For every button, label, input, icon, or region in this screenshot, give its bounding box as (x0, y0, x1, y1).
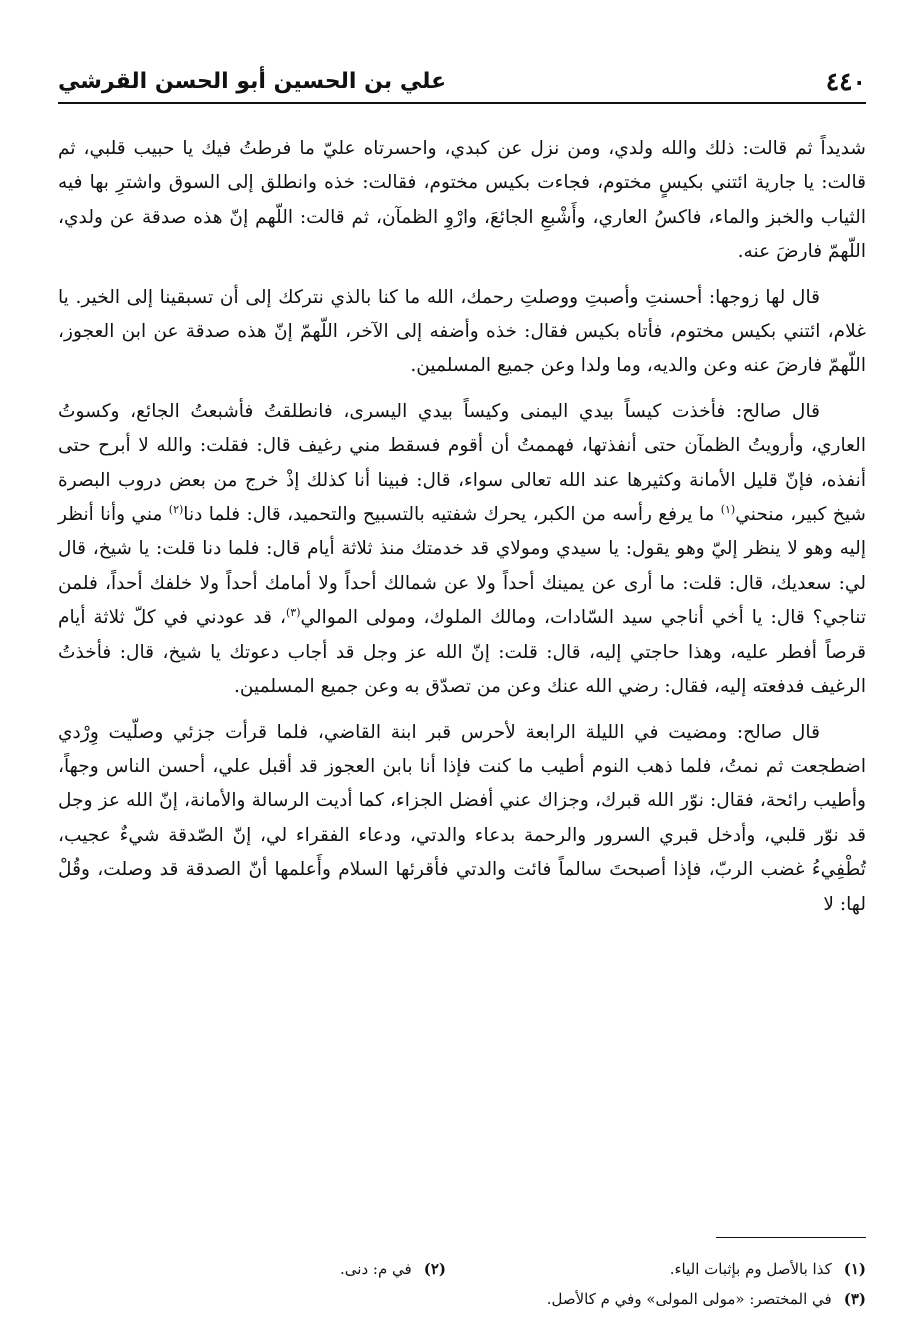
paragraph-text: مني وأنا أنظر إليه وهو لا ينظر إليّ وهو يقول: يا سيدي ومولاي قد خدمتك منذ ثلاثة أيام قال: فلما دنا قلت: يا شيخ، قال لي: سعديك، قال: قلت: ما أرى عن يمينك أحداً ولا عن شمالك أحداً ولا أمامك أحداً ولا خلفك أحداً، فلمن تناجي؟ قال: يا أخي أناجي سيد السّادات، ومالك الملوك، ومولى الموالي (58, 504, 866, 629)
paragraph-4 (58, 716, 866, 922)
footnote-text: في المختصر: «مولى المولى» وفي م كالأصل. (546, 1290, 832, 1308)
footnote-ref-1[interactable]: (١) (720, 502, 736, 516)
paragraph-2 (58, 281, 866, 384)
footnote-3 (547, 1284, 866, 1314)
footnote-text: في م: دنى. (340, 1260, 412, 1278)
footnote-ref-2[interactable]: (٢) (168, 502, 184, 516)
footnote-divider (716, 1237, 866, 1238)
footnote-2 (340, 1254, 446, 1284)
paragraph-text: ما يرفع رأسه من الكبر، يحرك شفتيه بالتسبيح والتحميد، قال: فلما دنا (183, 504, 721, 526)
paragraph-text: قال صالح: فأخذت كيساً بيدي اليمنى وكيساً بيدي اليسرى، فانطلقتُ فأشبعتُ الجائع، وكسوتُ العاري، وأرويتُ الظمآن حتى أنفذتها، فهممتُ أن أقوم فسقط مني رغيف قال: فقلت: والله لا أبرح حتى أنفذه، فإنّ قليل الأمانة وكثيرها عند الله تعالى سواء، قال: فبينا أنا كذلك إذْ خرج من بعض دروب البصرة شيخ كبير، منحني (58, 400, 867, 526)
paragraph-text: قال صالح: ومضيت في الليلة الرابعة لأحرس قبر ابنة القاضي، فلما قرأت جزئي وصلّيت وِرْدي اضطجعت ثم نمتُ، فلما ذهب النوم أطيب ما كنت فإذا أنا بابن العجوز قد أقبل علي، أحسن الناس وجهاً، وأطيب رائحة، فقال: نوّر الله قبرك، وجزاك عني أفضل الجزاء، كما أديت الرسالة والأمانة، إنّ الله عز وجل قد نوّر قلبي، وأدخل قبري السرور والرحمة بدعاء والدتي، ودعاء الفقراء لي، إنّ الصّدقة شيءٌ عجيب، تُطْفِيءُ غضب الربّ، فإذا أصبحتَ سالماً فائت والدتي فأقرئها السلام وأَعلمها أنّ الصدقة قد وصلت، وقُلْ لها: لا (58, 721, 866, 915)
paragraph-text: شديداً ثم قالت: ذلك والله ولدي، ومن نزل عن كبدي، واحسرتاه عليّ ما فرطتُ فيك يا حبيب قلبي، ثم قالت: يا جارية ائتني بكيسٍ مختوم، فجاءت بكيس مختوم، فقالت: خذه وانطلق إلى السوق واشترِ بها فيه الثياب والخبز والماء، فاكسُ العاري، وأَشْبعِ الجائعَ، وارْوِ الظمآن، ثم قالت: اللّهم إنّ هذه صدقة عن ولدي، اللّهمّ فارضَ عنه. (58, 138, 866, 263)
paragraph-text: قال لها زوجها: أحسنتِ وأصبتِ ووصلتِ رحمك، الله ما كنا بالذي نتركك إلى أن تسبقينا إلى الخير. يا غلام، ائتني بكيس مختوم، فأتاه بكيس فقال: خذه وأضفه إلى الآخر، اللّهمّ إنّ هذه صدقة عن ابن العجوز، اللّهمّ فارضَ عنه وعن والديه، وما ولدا وعن جميع المسلمين. (58, 286, 866, 377)
footnote-row (58, 1284, 866, 1314)
footnote-text: كذا بالأصل وم بإثبات الياء. (669, 1260, 832, 1278)
paragraph-1 (58, 132, 866, 270)
footnote-1 (446, 1254, 866, 1284)
footnotes (58, 1254, 866, 1314)
main-text (58, 132, 866, 922)
footnote-number: (٣) (843, 1290, 866, 1308)
footnote-row (58, 1254, 866, 1284)
footnote-number: (٢) (423, 1260, 446, 1278)
footnote-ref-3[interactable]: (٣) (285, 606, 301, 620)
page-number: ٤٤٠ (825, 66, 866, 96)
paragraph-text: ، قد عودني في كلّ ثلاثة أيام قرصاً أفطر عليه، وهذا حاجتي إليه، قال: قلت: إنّ الله عز وجل قد أجاب دعوتك يا شيخ، قال: فأخذتُ الرغيف فدفعته إليه، فقال: رضي الله عنك وعن من تصدّق به وعن جميع المسلمين. (58, 607, 866, 698)
page-header (58, 60, 866, 104)
paragraph-3 (58, 395, 866, 705)
running-title: علي بن الحسين أبو الحسن القرشي (58, 68, 447, 94)
footnote-number: (١) (843, 1260, 866, 1278)
